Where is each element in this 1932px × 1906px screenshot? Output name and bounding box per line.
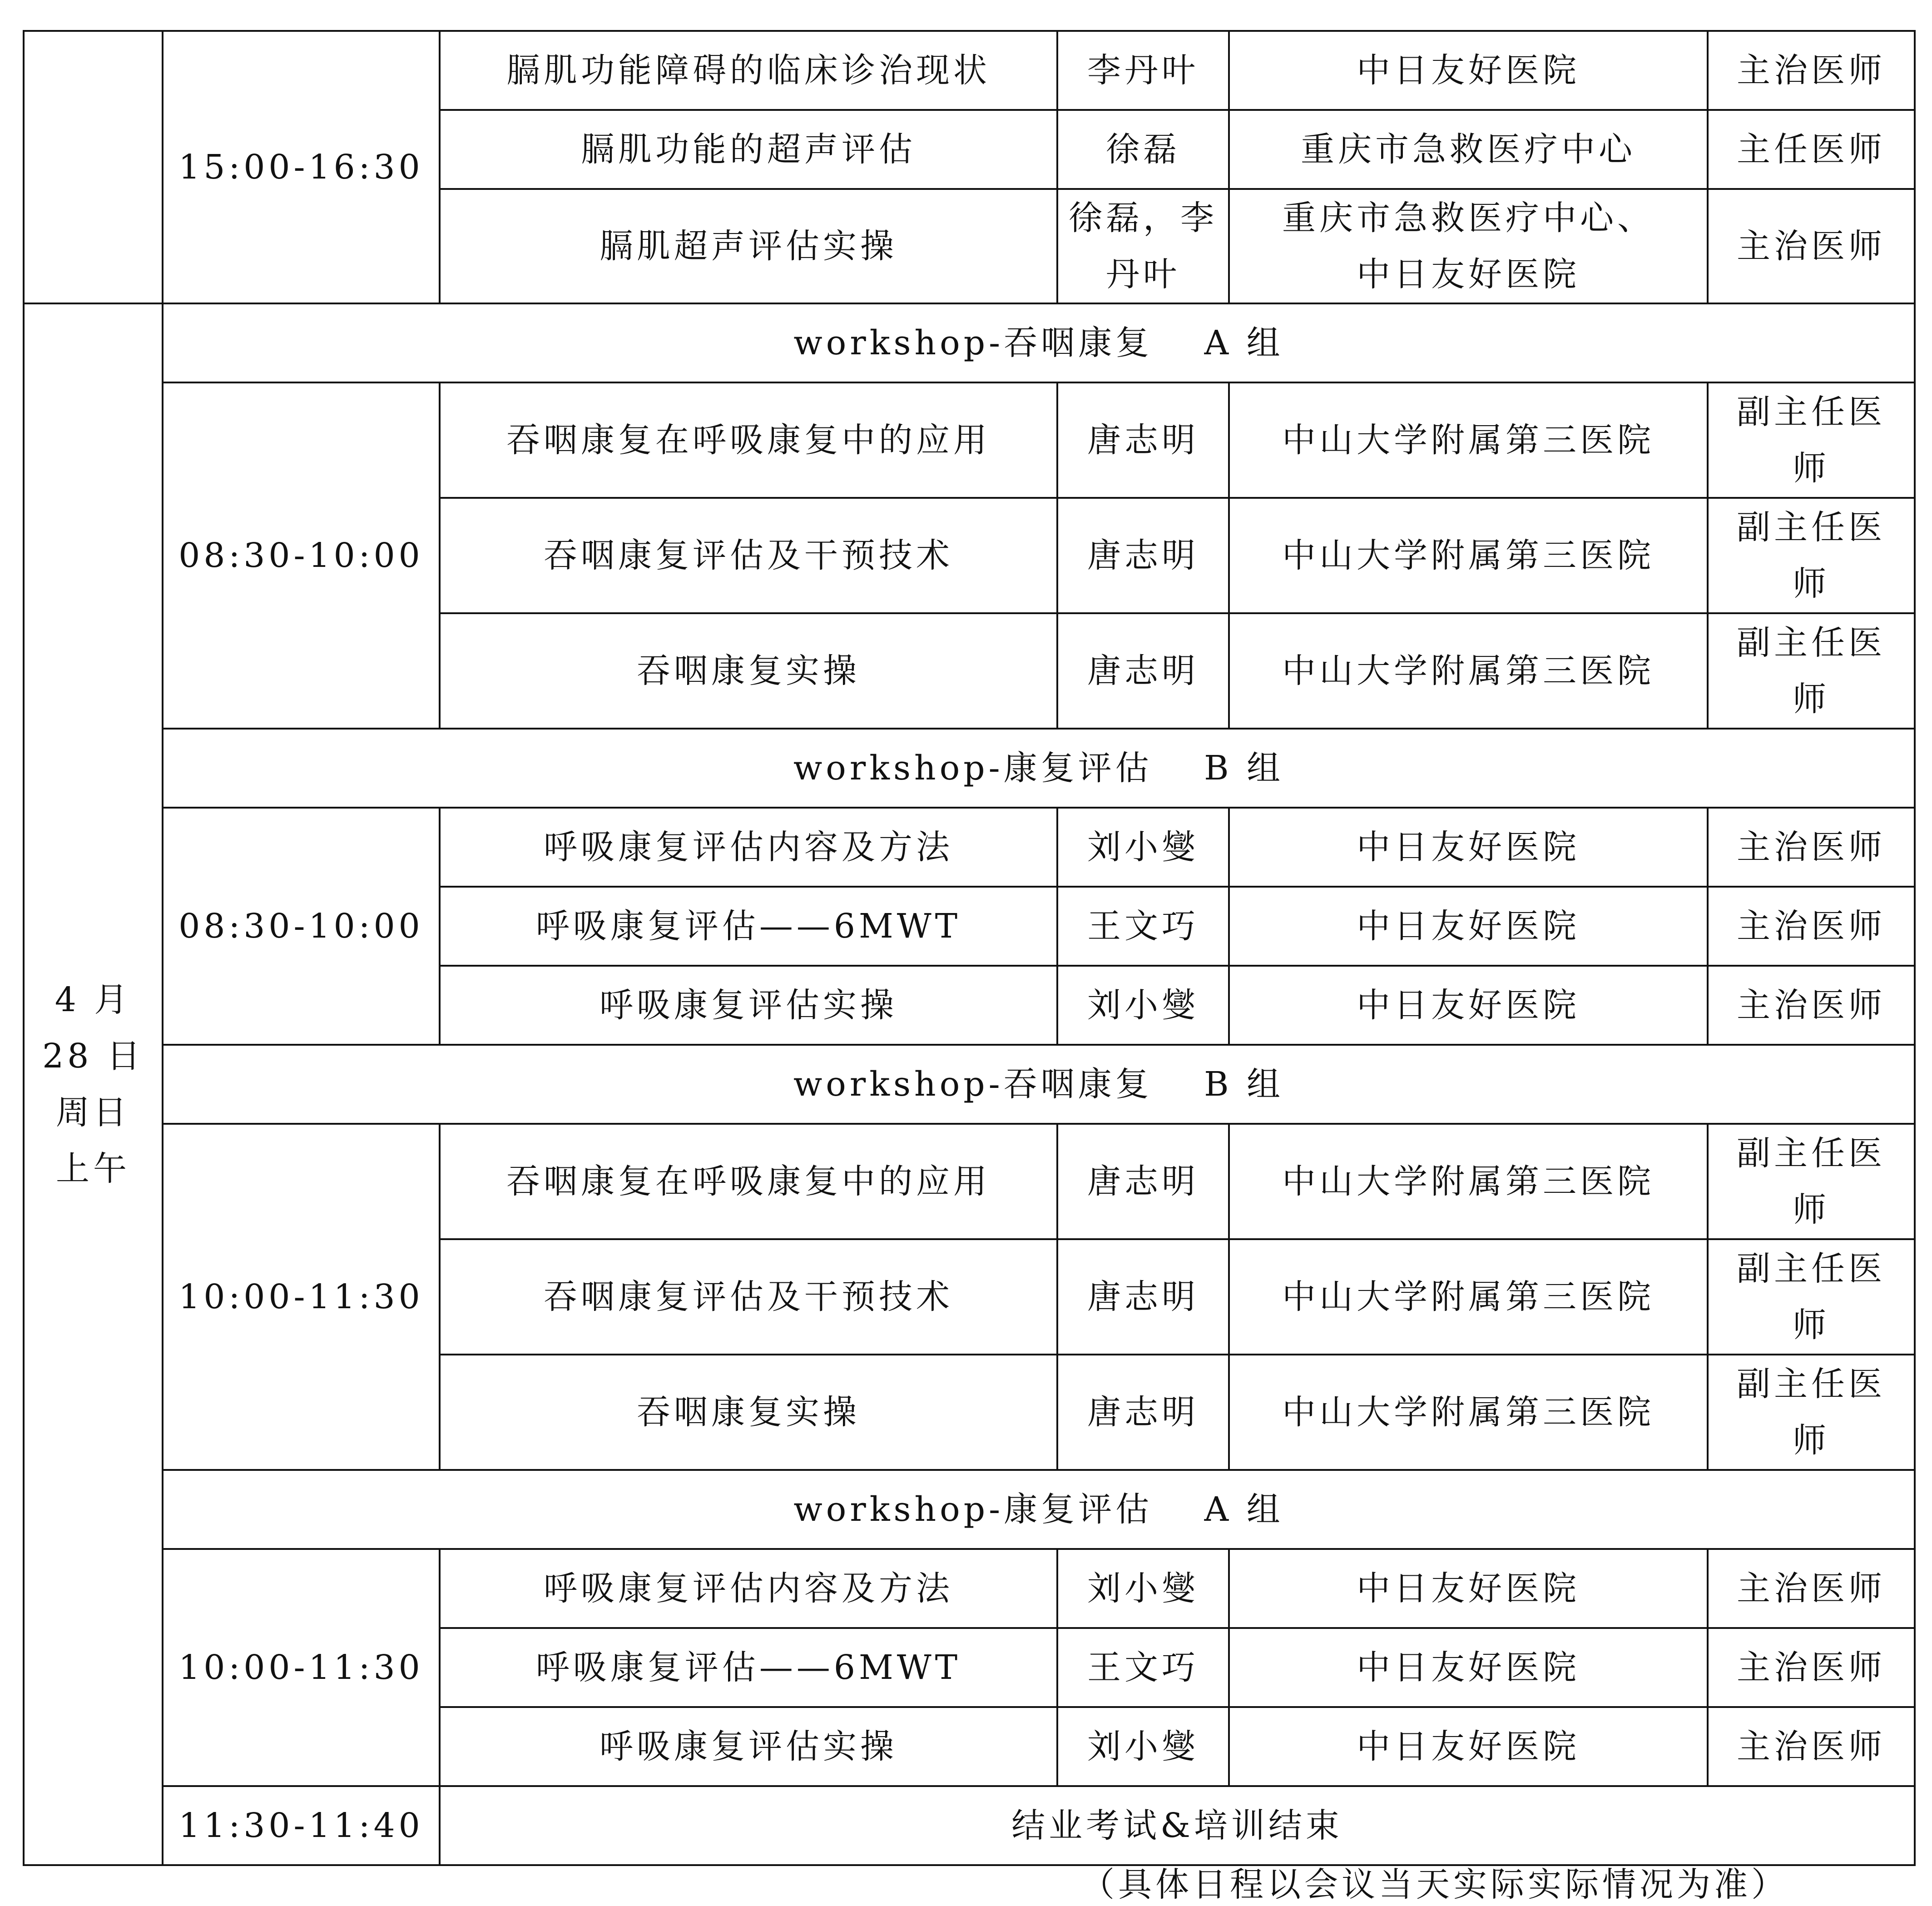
speaker-rank-line: 副主任医 [1737,392,1886,432]
speaker-name: 刘小燮 [1057,966,1229,1045]
time-cell: 10:00-11:30 [163,1124,440,1470]
session-title: 呼吸康复评估内容及方法 [440,1549,1057,1628]
section-header: workshop-吞咽康复 B 组 [163,1045,1915,1124]
hospital-name: 中日友好医院 [1229,1628,1708,1707]
speaker-rank [1708,613,1915,729]
speaker-name: 李丹叶 [1057,31,1229,110]
section-header: workshop-康复评估 B 组 [163,729,1915,808]
hospital-name: 重庆市急救医疗中心 [1229,110,1708,189]
day-weekday: 周日 [56,1093,130,1132]
hospital-name: 中山大学附属第三医院 [1229,498,1708,613]
hospital-name: 中日友好医院 [1229,1707,1708,1786]
speaker-rank: 主治医师 [1708,887,1915,966]
speaker-name: 刘小燮 [1057,1707,1229,1786]
hospital-name-line: 中日友好医院 [1357,255,1580,294]
day-date: 28 日 [42,1037,144,1076]
speaker-rank [1708,1355,1915,1470]
speaker-name: 王文巧 [1057,887,1229,966]
hospital-name: 中山大学附属第三医院 [1229,1239,1708,1355]
speaker-rank: 主治医师 [1708,31,1915,110]
session-title: 吞咽康复评估及干预技术 [440,498,1057,613]
speaker-rank-line: 副主任医 [1737,1365,1886,1404]
speaker-name: 唐志明 [1057,1239,1229,1355]
speaker-rank: 主治医师 [1708,1549,1915,1628]
hospital-name: 中日友好医院 [1229,31,1708,110]
table-row [24,1786,1915,1865]
speaker-name: 唐志明 [1057,1124,1229,1239]
hospital-name: 中日友好医院 [1229,808,1708,887]
session-title: 膈肌功能的超声评估 [440,110,1057,189]
speaker-name: 王文巧 [1057,1628,1229,1707]
hospital-name [1229,189,1708,303]
speaker-rank [1708,1124,1915,1239]
schedule-footnote: （具体日程以会议当天实际实际情况为准） [1081,1865,1788,1904]
table-row [24,729,1915,808]
table-row [24,1124,1915,1239]
speaker-name-line: 丹叶 [1106,255,1180,294]
time-cell: 10:00-11:30 [163,1549,440,1786]
session-title: 吞咽康复实操 [440,1355,1057,1470]
speaker-rank-line: 师 [1793,1421,1830,1460]
session-title: 吞咽康复实操 [440,613,1057,729]
table-row [24,382,1915,498]
hospital-name: 中山大学附属第三医院 [1229,1124,1708,1239]
table-row [24,1045,1915,1124]
hospital-name: 中山大学附属第三医院 [1229,382,1708,498]
hospital-name: 中日友好医院 [1229,1549,1708,1628]
session-title: 呼吸康复评估——6MWT [440,887,1057,966]
speaker-rank: 主任医师 [1708,110,1915,189]
speaker-rank [1708,382,1915,498]
speaker-rank-line: 师 [1793,680,1830,719]
session-title: 呼吸康复评估——6MWT [440,1628,1057,1707]
speaker-rank-line: 师 [1793,449,1830,488]
time-cell: 11:30-11:40 [163,1786,440,1865]
time-cell: 08:30-10:00 [163,382,440,729]
speaker-rank-line: 副主任医 [1737,1249,1886,1288]
section-header: workshop-吞咽康复 A 组 [163,303,1915,382]
day-cell [24,303,163,1865]
speaker-rank [1708,498,1915,613]
closing-session: 结业考试&培训结束 [440,1786,1915,1865]
speaker-rank [1708,1239,1915,1355]
day-cell-blank [24,31,163,303]
speaker-rank: 主治医师 [1708,1707,1915,1786]
speaker-rank: 主治医师 [1708,1628,1915,1707]
hospital-name: 中日友好医院 [1229,966,1708,1045]
table-row [24,1470,1915,1549]
speaker-name: 徐磊 [1057,110,1229,189]
speaker-rank: 主治医师 [1708,966,1915,1045]
session-title: 呼吸康复评估实操 [440,1707,1057,1786]
speaker-name-line: 徐磊，李 [1069,199,1218,238]
speaker-rank-line: 副主任医 [1737,623,1886,662]
hospital-name: 中日友好医院 [1229,887,1708,966]
table-row [24,808,1915,887]
speaker-name [1057,189,1229,303]
hospital-name: 中山大学附属第三医院 [1229,1355,1708,1470]
speaker-rank-line: 副主任医 [1737,1134,1886,1173]
session-title: 吞咽康复在呼吸康复中的应用 [440,1124,1057,1239]
session-title: 吞咽康复在呼吸康复中的应用 [440,382,1057,498]
speaker-name: 唐志明 [1057,613,1229,729]
speaker-name: 唐志明 [1057,498,1229,613]
hospital-name-line: 重庆市急救医疗中心、 [1282,199,1655,238]
hospital-name: 中山大学附属第三医院 [1229,613,1708,729]
day-period: 上午 [56,1149,130,1188]
session-title: 吞咽康复评估及干预技术 [440,1239,1057,1355]
table-row [24,31,1915,110]
time-cell: 08:30-10:00 [163,808,440,1045]
speaker-rank-line: 副主任医 [1737,508,1886,547]
speaker-name: 刘小燮 [1057,1549,1229,1628]
table-row [24,1549,1915,1628]
speaker-name: 刘小燮 [1057,808,1229,887]
session-title: 呼吸康复评估内容及方法 [440,808,1057,887]
speaker-name: 唐志明 [1057,382,1229,498]
section-header: workshop-康复评估 A 组 [163,1470,1915,1549]
speaker-rank-line: 师 [1793,1305,1830,1345]
session-title: 膈肌功能障碍的临床诊治现状 [440,31,1057,110]
speaker-rank-line: 师 [1793,1190,1830,1229]
session-title: 膈肌超声评估实操 [440,189,1057,303]
schedule-table [23,30,1916,1866]
speaker-rank: 主治医师 [1708,808,1915,887]
day-month: 4 月 [54,980,132,1019]
table-row [24,303,1915,382]
speaker-name: 唐志明 [1057,1355,1229,1470]
speaker-rank-line: 师 [1793,564,1830,603]
session-title: 呼吸康复评估实操 [440,966,1057,1045]
speaker-rank: 主治医师 [1708,189,1915,303]
time-cell: 15:00-16:30 [163,31,440,303]
